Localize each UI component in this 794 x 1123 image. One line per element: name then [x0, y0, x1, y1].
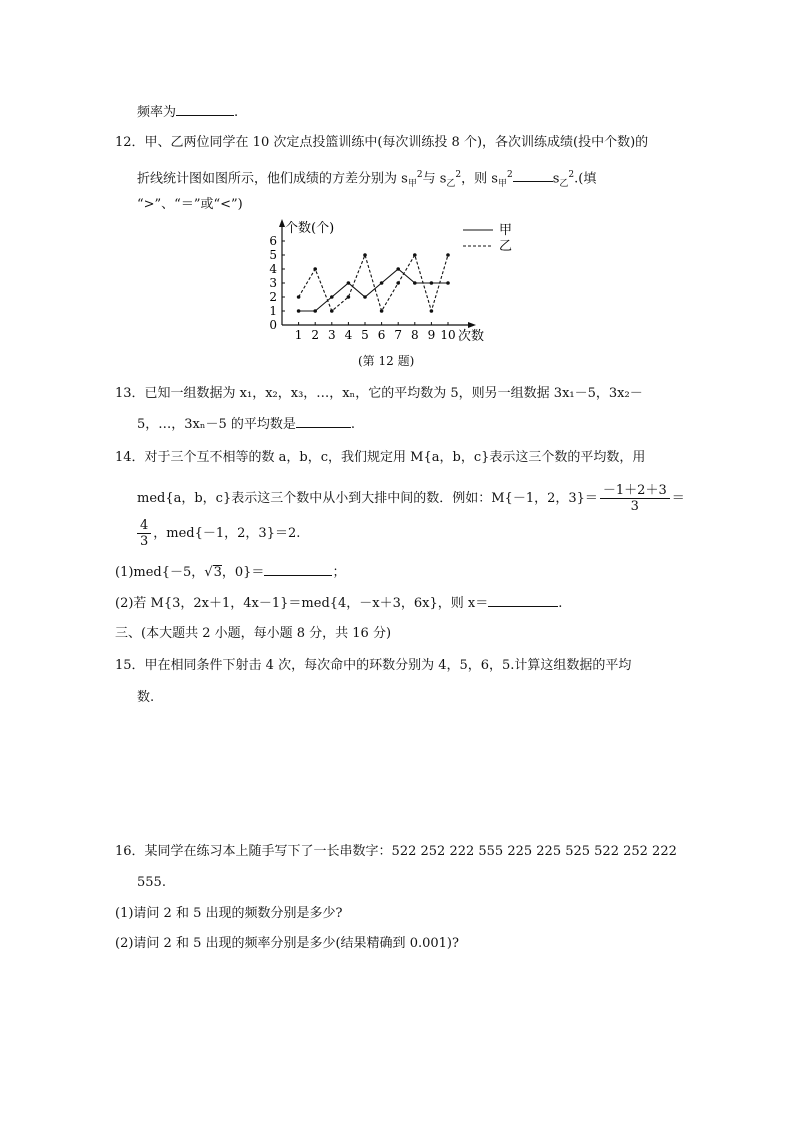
q15-line2-text: 数. — [137, 690, 155, 705]
x-tick-label: 4 — [344, 328, 353, 342]
q12-line2-b: 与 s — [422, 171, 447, 187]
x-axis-arrow — [468, 322, 476, 328]
q15-line1-text: 甲在相同条件下射击 4 次，每次命中的环数分别为 4，5，6，5.计算这组数据的平均 — [144, 658, 632, 673]
data-point — [297, 295, 301, 299]
y-tick-label: 4 — [269, 262, 277, 276]
x-tick-label: 1 — [294, 328, 303, 342]
data-point — [330, 309, 334, 313]
x-tick-label: 10 — [440, 328, 456, 342]
q13-line2 — [137, 415, 355, 434]
data-point — [347, 281, 351, 285]
legend-label: 乙 — [499, 239, 513, 254]
q12-sup: 2 — [568, 170, 575, 180]
x-tick-label: 5 — [361, 328, 369, 342]
q12-sub-jia: 甲 — [497, 178, 507, 189]
q14-sub1-answer-blank[interactable] — [264, 563, 332, 576]
q16-line1 — [115, 843, 677, 861]
q12-line-chart — [265, 218, 545, 343]
data-point — [430, 281, 434, 285]
q14-sub2-end: . — [558, 596, 563, 611]
q16-line2 — [137, 874, 166, 892]
q14-frac1-num: －1＋2＋3 — [600, 483, 670, 499]
q14-line3 — [135, 517, 300, 551]
q14-frac1-den: 3 — [630, 499, 639, 514]
q11-tail-text: 频率为 — [137, 105, 177, 120]
q12-sup: 2 — [455, 170, 462, 180]
y-tick-label: 1 — [269, 304, 277, 318]
data-point — [347, 295, 351, 299]
q14-frac2-num: 4 — [137, 518, 151, 534]
q14-line2-text: med{a，b，c}表示这三个数中从小到大排中间的数．例如：M{－1，2，3}＝ — [137, 491, 598, 506]
q13-end: . — [350, 417, 356, 432]
q16-line2-text: 555. — [137, 875, 166, 890]
y-tick-label: 6 — [269, 234, 277, 248]
q14-sub2 — [115, 594, 562, 613]
q14-sub1-b: ，0}＝ — [221, 565, 265, 580]
q12-sub-yi: 乙 — [446, 178, 456, 189]
q12-caption — [358, 352, 414, 370]
data-point — [446, 281, 450, 285]
x-tick-label: 3 — [327, 328, 336, 342]
q13-answer-blank[interactable] — [296, 415, 351, 428]
data-point — [413, 281, 417, 285]
q11-tail: 频率为 . — [137, 105, 239, 120]
data-point — [330, 295, 334, 299]
q12-line1-text: 甲、乙两位同学在 10 次定点投篮训练中(每次训练投 8 个)，各次训练成绩(投中个数)的 — [144, 135, 649, 150]
q14-line1 — [115, 449, 645, 467]
q12-line2: 折线统计图如图所示，他们成绩的方差分别为 $s_甲^2$与 $s_乙^2$，则 $s_甲^2$ $s_乙^2$.(填 — [137, 170, 597, 189]
data-point — [363, 295, 367, 299]
q14-sub1: (1)med{－5，√3，0}＝ ； — [115, 565, 346, 580]
q12-sub-yi: 乙 — [559, 178, 569, 189]
q12-answer-blank[interactable] — [513, 169, 553, 182]
q16-sub2 — [115, 935, 459, 953]
q14-frac2-den: 3 — [140, 534, 149, 549]
q14-line2 — [137, 482, 685, 516]
data-point — [396, 281, 400, 285]
q12-line1 — [115, 134, 648, 152]
data-point — [413, 253, 417, 257]
q12-line3-text: “>”、“＝”或“<”) — [137, 197, 243, 212]
data-point — [313, 309, 317, 313]
q15-line1 — [115, 657, 631, 675]
q16-sub1 — [115, 905, 342, 923]
data-point — [430, 309, 434, 313]
q13-line1 — [115, 385, 643, 403]
q12-line3 — [137, 196, 243, 214]
y-tick-label: 3 — [269, 276, 277, 290]
q12-sub-jia: 甲 — [407, 178, 417, 189]
q12-line2-c: ，则 s — [461, 171, 498, 187]
y-axis-label: 个数(个) — [285, 221, 335, 236]
data-point — [380, 309, 384, 313]
x-tick-label: 7 — [394, 328, 403, 342]
q14-sub1-a: (1)med{－5， — [115, 565, 205, 580]
q16-line1-text: 某同学在练习本上随手写下了一长串数字：522 252 222 555 225 225 525 522 252 222 — [144, 844, 677, 859]
q14-fraction-2 — [137, 518, 151, 549]
x-axis-label: 次数 — [458, 329, 485, 343]
q13-line1-text: 已知一组数据为 x₁，x₂，x₃，…，xₙ，它的平均数为 5，则另一组数据 3x₁－5，3x₂－ — [144, 386, 643, 401]
y-tick-label: 0 — [269, 318, 277, 332]
section-3-text: 三、(本大题共 2 小题，每小题 8 分，共 16 分) — [115, 626, 392, 641]
q12-sup: 2 — [506, 170, 513, 180]
q12-caption-text: (第 12 题) — [358, 354, 415, 368]
q12-number: 12． — [115, 135, 145, 150]
data-point — [297, 309, 301, 313]
data-point — [446, 253, 450, 257]
q14-sub1-end: ； — [332, 565, 346, 580]
q11-answer-blank[interactable] — [176, 103, 234, 116]
q14-sqrt-radicand: 3 — [213, 565, 222, 580]
x-tick-label: 2 — [311, 328, 320, 342]
q13-number: 13． — [115, 386, 145, 401]
section-3-heading — [115, 625, 391, 643]
q13-line2-text: 5，…，3xₙ－5 的平均数是 — [137, 417, 296, 432]
q16-sub1-text: (1)请问 2 和 5 出现的频数分别是多少? — [115, 906, 343, 921]
q12-line2-d: .(填 — [574, 171, 597, 187]
legend-label: 甲 — [499, 223, 513, 238]
data-point — [313, 267, 317, 271]
data-point — [380, 281, 384, 285]
q14-sub2-answer-blank[interactable] — [488, 594, 558, 607]
q14-line3-tail: ，med{－1，2，3}＝2. — [153, 526, 301, 541]
q14-fraction-1 — [600, 483, 670, 514]
q14-eq: ＝ — [671, 491, 685, 506]
q16-number: 16． — [115, 844, 145, 859]
q14-number: 14． — [115, 450, 145, 465]
data-point — [396, 267, 400, 271]
q12-line2-a: 折线统计图如图所示，他们成绩的方差分别为 s — [137, 171, 408, 187]
series-line-jia — [299, 269, 448, 311]
q14-line1-text: 对于三个互不相等的数 a，b，c，我们规定用 M{a，b，c}表示这三个数的平均数，用 — [144, 450, 646, 465]
y-tick-label: 5 — [269, 248, 277, 262]
x-tick-label: 9 — [427, 328, 436, 342]
q14-sub2-text: (2)若 M{3，2x＋1，4x－1}＝med{4，－x＋3，6x}，则 x＝ — [115, 596, 489, 611]
q15-number: 15． — [115, 658, 145, 673]
data-point — [363, 253, 367, 257]
q12-sup: 2 — [416, 170, 423, 180]
x-tick-label: 6 — [377, 328, 386, 342]
q16-sub2-text: (2)请问 2 和 5 出现的频率分别是多少(结果精确到 0.001)? — [115, 936, 459, 951]
y-tick-label: 2 — [269, 290, 277, 304]
q15-line2 — [137, 689, 154, 707]
x-tick-label: 8 — [410, 328, 419, 342]
